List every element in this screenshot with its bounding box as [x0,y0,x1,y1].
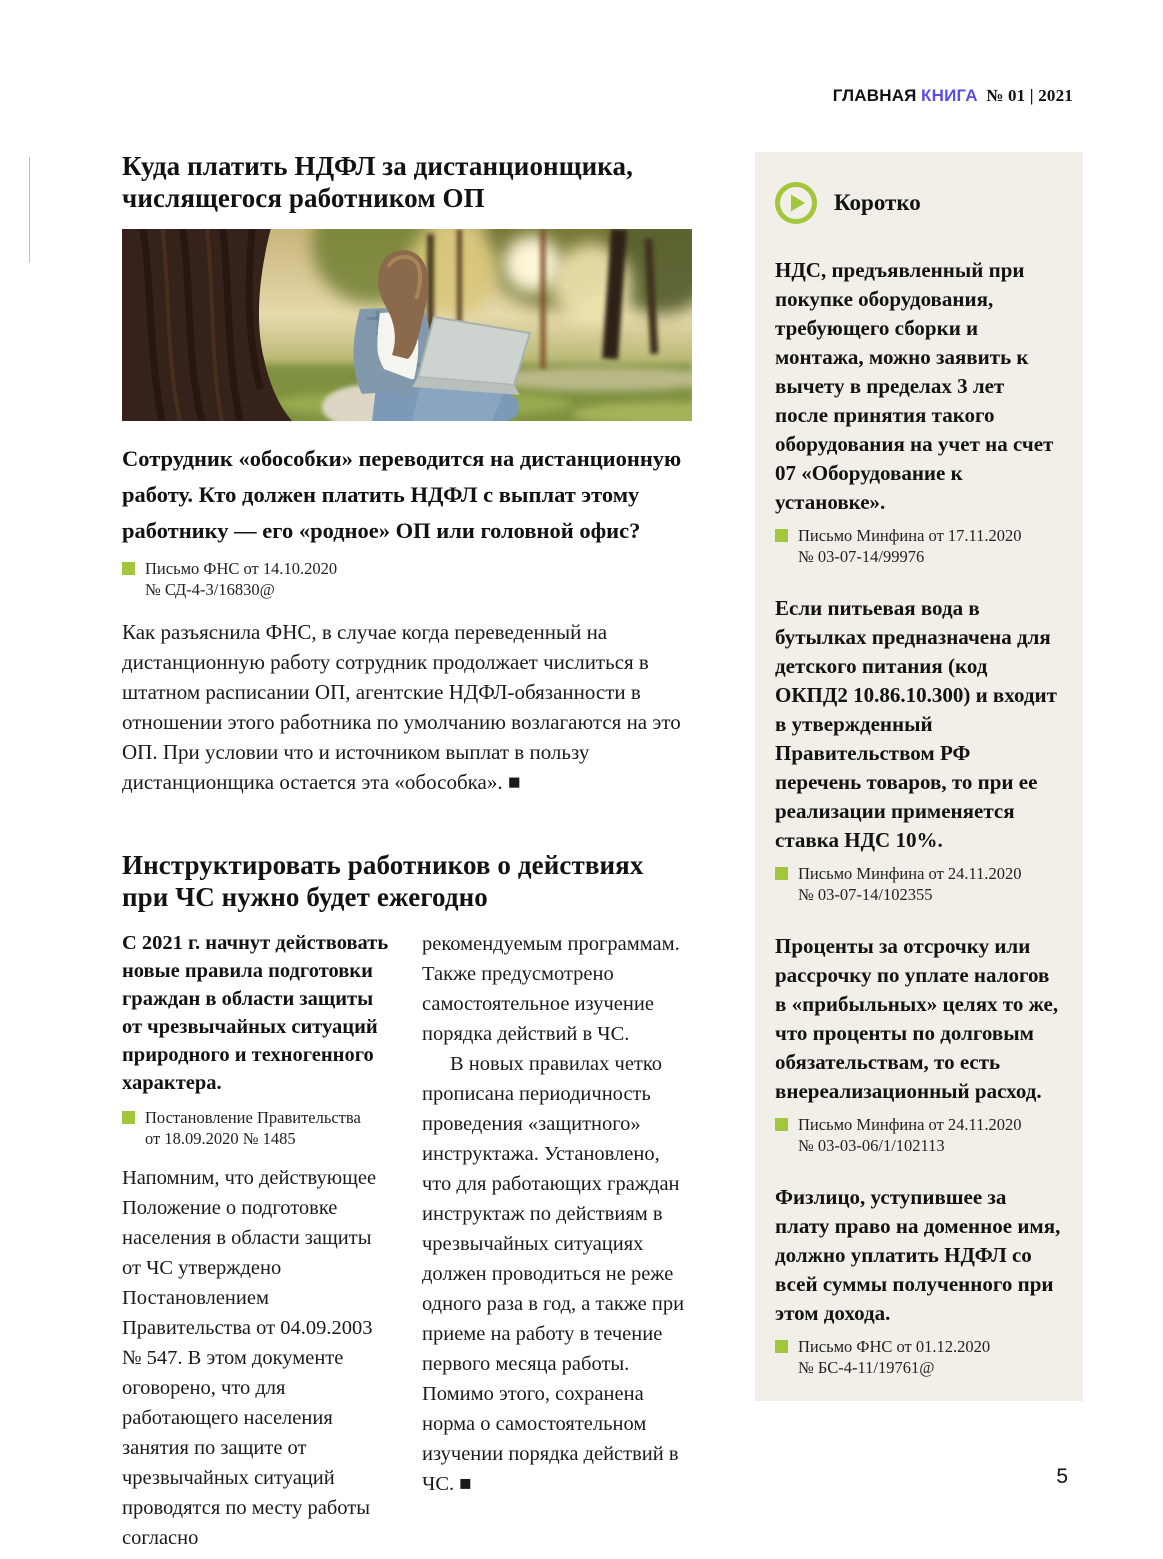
article2-column1-text: Напомним, что действующее Положение о подготовке населения в области защиты от ЧС утверждено Постановлением Правительства от 04.09.2003 № 547. В этом документе оговорено, что для работающего населения занятия по защите от чрезвычайных ситуаций проводятся по месту работы согласно [122,1167,377,1549]
article2-lead: С 2021 г. начнут действовать новые правила подготовки граждан в области защиты от чрезвычайных ситуаций природного и техногенного характера. [122,932,389,1094]
reference-bullet-icon [775,1340,788,1353]
sidebar-header [775,182,1061,224]
sidebar-item [775,256,1061,567]
reference-line2: № 03-07-14/99976 [798,547,925,566]
left-accent-rule [29,157,30,263]
sidebar-item-reference [775,1114,1061,1156]
article2-column2-para2: В новых правилах четко прописана периодичность проведения «защитного» инструктажа. Установлено, что для работающих граждан инструктаж по действиям в чрезвычайных ситуациях должен проводиться не реже одного раза в год, а также при приеме на работу в течение первого месяца работы. Помимо этого, сохранена норма о самостоятельном изучении порядка действий в ЧС. ■ [422,1053,685,1495]
reference-line1: Письмо Минфина от 24.11.2020 [798,864,1022,883]
article2-reference [122,1107,392,1149]
reference-line2: от 18.09.2020 № 1485 [145,1129,296,1148]
sidebar-item-text: Если питьевая вода в бутылках предназначена для детского питания (код ОКПД2 10.86.10.300) и входит в утвержденный Правительством РФ перечень товаров, то при ее реализации применяется ставка НДС 10%. [775,596,1057,852]
sidebar-item [775,1183,1061,1378]
article2-title: Инструктировать работников о действиях при ЧС нужно будет ежегодно [122,850,644,912]
sidebar-item [775,932,1061,1156]
sidebar-title: Коротко [834,190,921,215]
reference-line1: Письмо Минфина от 17.11.2020 [798,526,1022,545]
reference-line1: Письмо Минфина от 24.11.2020 [798,1115,1022,1134]
article2-column2-para1: рекомендуемым программам. Также предусмотрено самостоятельное изучение порядка действий в ЧС. [422,933,680,1045]
brand-word-2: КНИГА [921,86,978,105]
reference-line2: № 03-03-06/1/102113 [798,1136,945,1155]
main-column [122,150,692,1553]
article1-photo [122,229,692,421]
reference-bullet-icon [775,867,788,880]
reference-line1: Постановление Правительства [145,1108,361,1127]
sidebar-item-text: НДС, предъявленный при покупке оборудования, требующего сборки и монтажа, можно заявить к вычету в пределах 3 лет после принятия такого оборудования на учет на счет 07 «Оборудование к установке». [775,258,1054,514]
reference-line1: Письмо ФНС от 14.10.2020 [145,559,338,578]
sidebar-item-reference [775,1336,1061,1378]
page-header [833,86,1073,106]
reference-line1: Письмо ФНС от 01.12.2020 [798,1337,991,1356]
reference-line2: № БС-4-11/19761@ [798,1358,935,1377]
reference-bullet-icon [122,562,135,575]
reference-bullet-icon [775,529,788,542]
article2-column-1 [122,929,392,1553]
sidebar-item-text: Проценты за отсрочку или рассрочку по уплате налогов в «прибыльных» целях то же, что проценты по долговым обязательствам, то есть внереализационный расход. [775,934,1059,1103]
reference-line2: № 03-07-14/102355 [798,885,933,904]
reference-bullet-icon [122,1111,135,1124]
park-photo-illustration [122,229,692,421]
sidebar-korotko [755,152,1083,1401]
article1-body: Как разъяснила ФНС, в случае когда переведенный на дистанционную работу сотрудник продолжает числиться в штатном расписании ОП, агентские НДФЛ-обязанности в отношении этого работника по умолчанию возлагаются на это ОП. При условии что и источником выплат в пользу дистанционщика остается эта «обособка». ■ [122,620,681,794]
article2-column-2 [422,929,692,1553]
sidebar-item-text: Физлицо, уступившее за плату право на доменное имя, должно уплатить НДФЛ со всей суммы полученного при этом дохода. [775,1185,1061,1325]
brand-word-1: ГЛАВНАЯ [832,86,917,105]
sidebar-item [775,594,1061,905]
reference-bullet-icon [775,1118,788,1131]
reference-line2: № СД-4-3/16830@ [145,580,275,599]
sidebar-item-reference [775,525,1061,567]
issue-number: № 01 | 2021 [986,86,1073,105]
play-icon [775,182,817,224]
article1-lead: Сотрудник «обособки» переводится на дистанционную работу. Кто должен платить НДФЛ с выплат этому работнику — его «родное» ОП или головной офис? [122,446,682,543]
page-number: 5 [1056,1465,1068,1488]
sidebar-item-reference [775,863,1061,905]
article1-reference [122,558,692,600]
article1-title: Куда платить НДФЛ за дистанционщика, числящегося работником ОП [122,151,633,213]
article2-columns [122,929,692,1553]
